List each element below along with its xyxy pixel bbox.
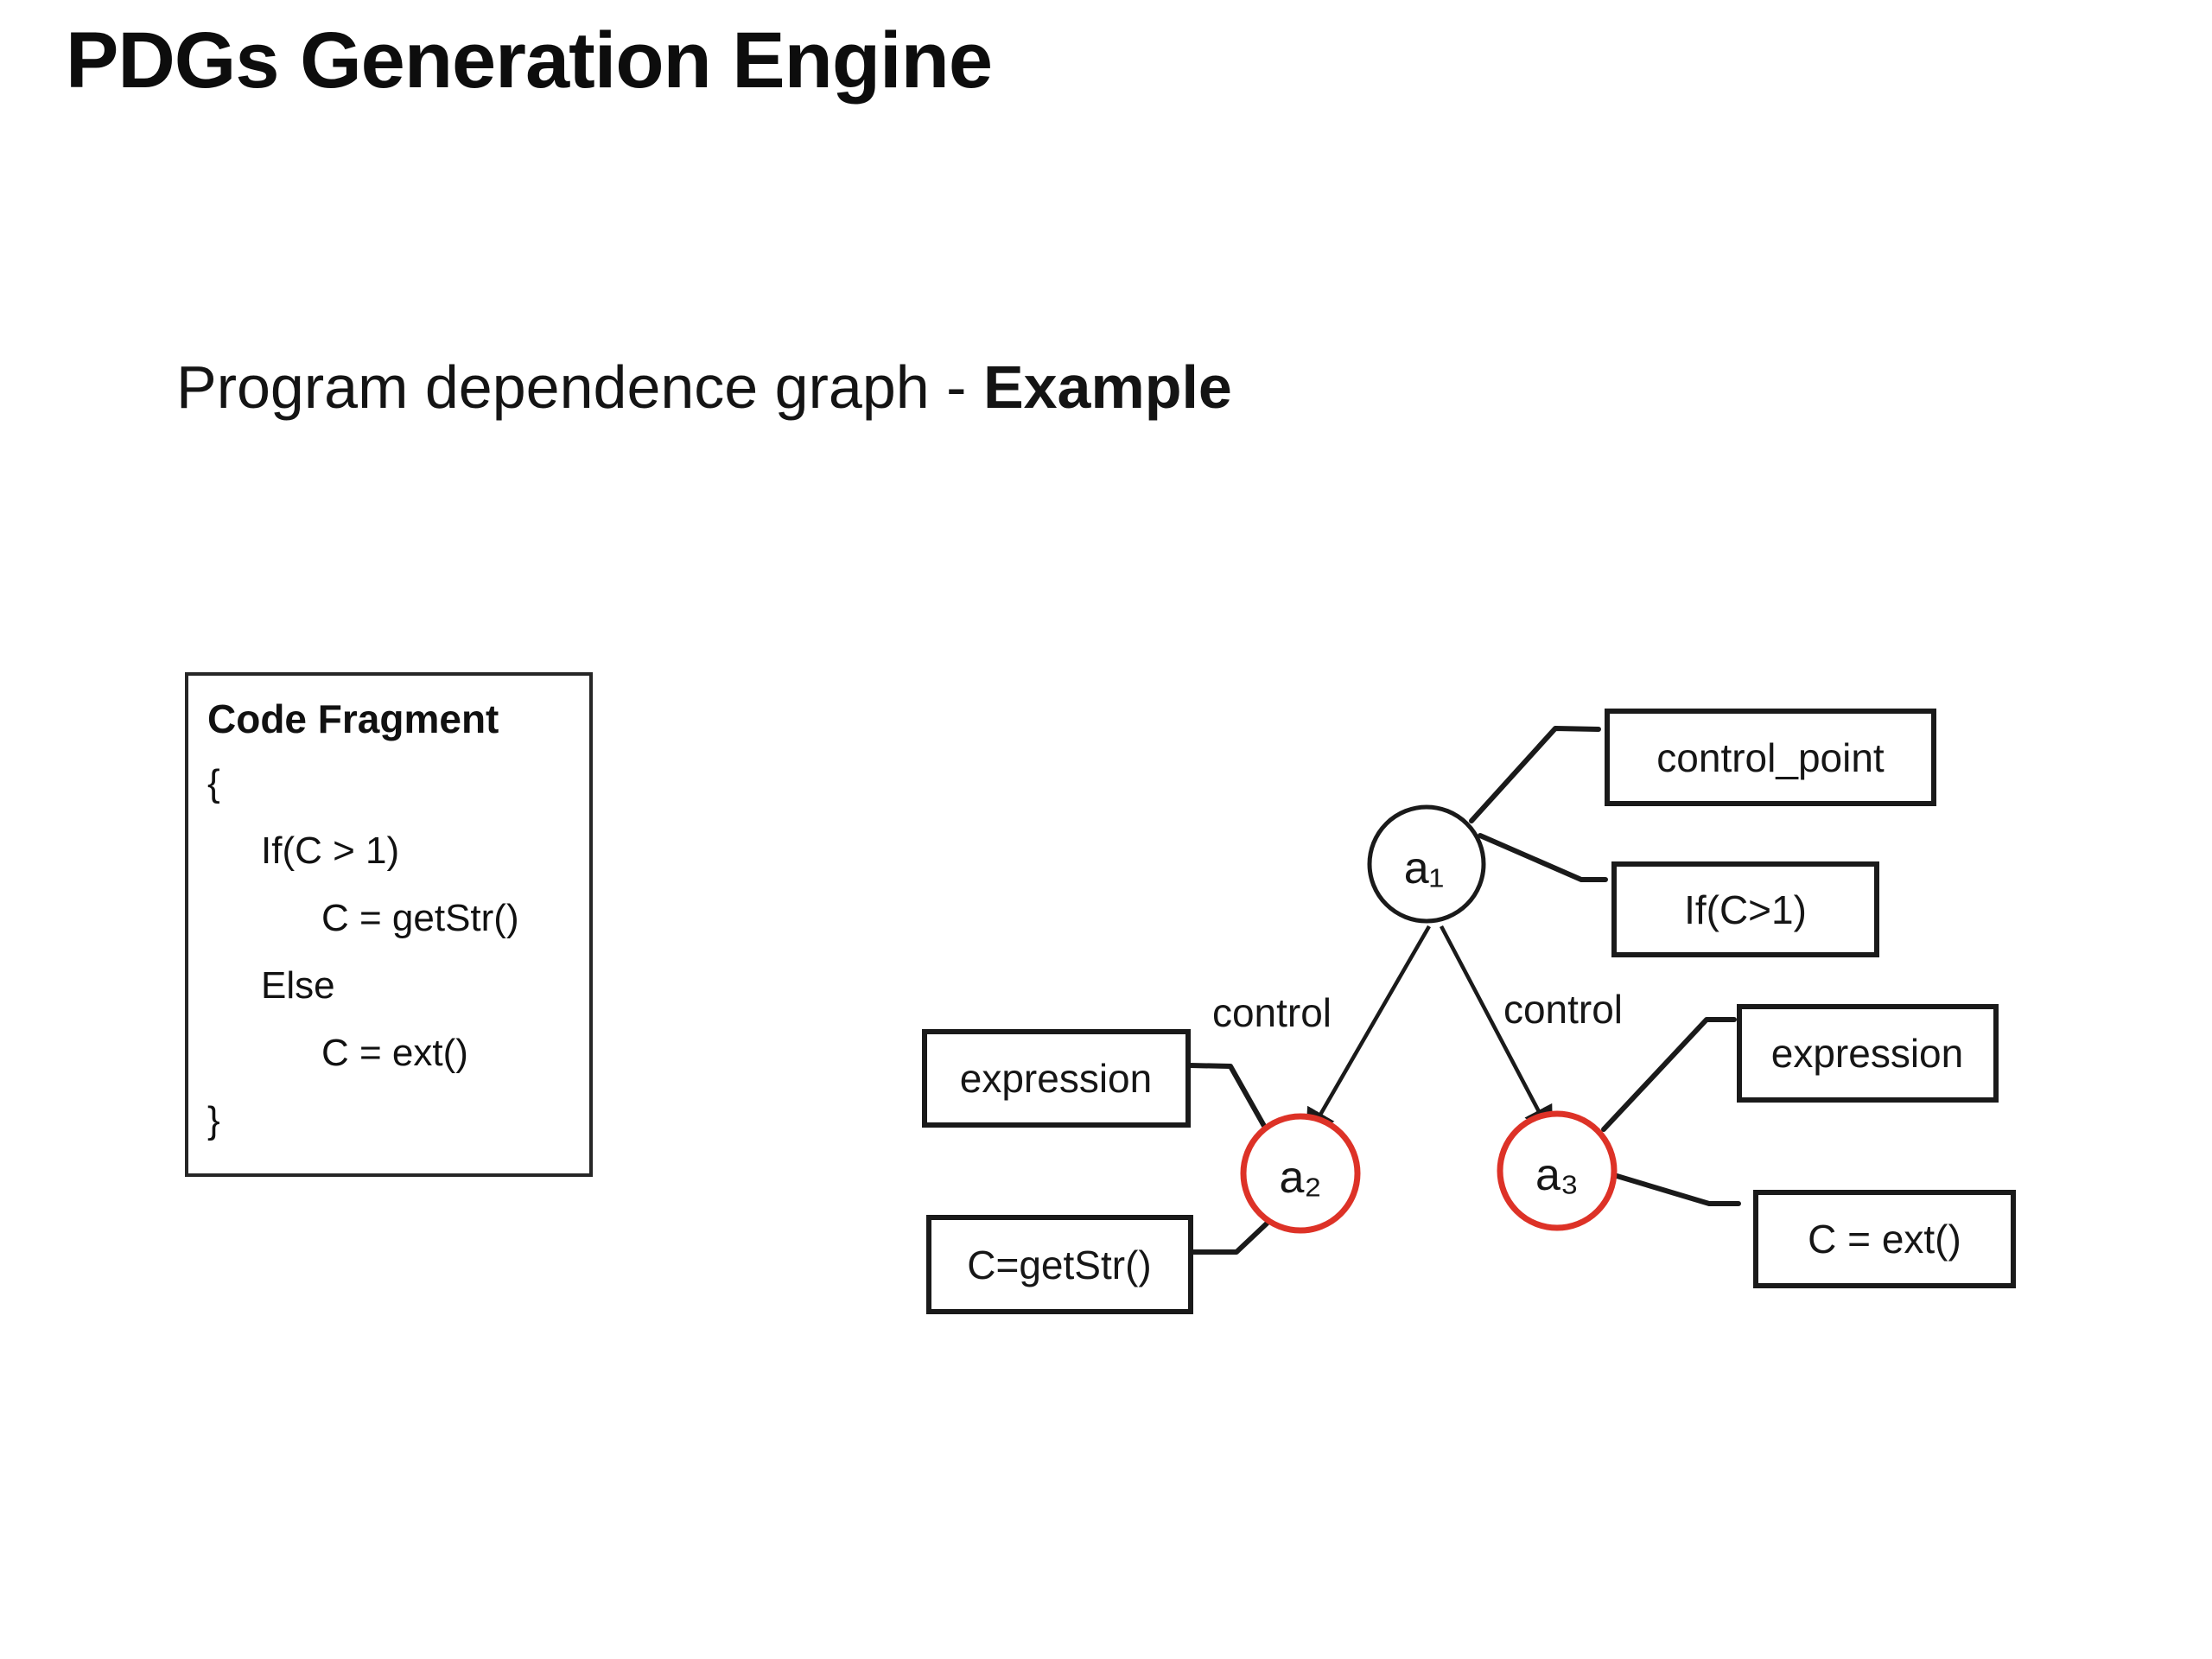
callout-label-ext-code: C = ext() — [1808, 1217, 1961, 1262]
connector-expression-a2 — [1190, 1065, 1268, 1134]
callout-label-expression-right: expression — [1770, 1031, 1964, 1076]
connector-a1-if-code — [1480, 836, 1605, 880]
slide-subtitle — [176, 353, 1232, 422]
callout-label-expression-left: expression — [959, 1056, 1153, 1101]
node-a2-label: a₂ — [1279, 1153, 1322, 1203]
code-line: C = getStr() — [321, 897, 519, 939]
code-line: { — [207, 762, 220, 804]
callout-label-getstr-code: C=getStr() — [967, 1243, 1152, 1287]
code-fragment-box — [185, 672, 593, 1177]
code-line: C = ext() — [321, 1032, 468, 1074]
code-fragment-header: Code Fragment — [207, 696, 499, 741]
node-a1-label: a₁ — [1403, 843, 1445, 893]
connector-a1-control-point — [1471, 728, 1599, 821]
control-label-right: control — [1503, 987, 1624, 1032]
code-line: If(C > 1) — [261, 830, 400, 872]
subtitle-emphasis: Example — [982, 353, 1232, 421]
connector-a3-ext-code — [1614, 1175, 1738, 1204]
connector-getstr-a2 — [1192, 1224, 1267, 1252]
control-label-left: control — [1211, 990, 1332, 1035]
connector-a3-expression — [1604, 1020, 1734, 1129]
pdg-diagram — [864, 657, 2126, 1417]
code-line: Else — [261, 964, 335, 1007]
callout-label-if-code: If(C>1) — [1684, 887, 1807, 932]
callout-label-control-point: control_point — [1656, 735, 1885, 780]
code-line: } — [207, 1099, 220, 1141]
page-title: PDGs Generation Engine — [66, 16, 992, 105]
node-a3-label: a₃ — [1535, 1150, 1580, 1200]
subtitle-text: Program dependence graph - — [176, 353, 983, 421]
